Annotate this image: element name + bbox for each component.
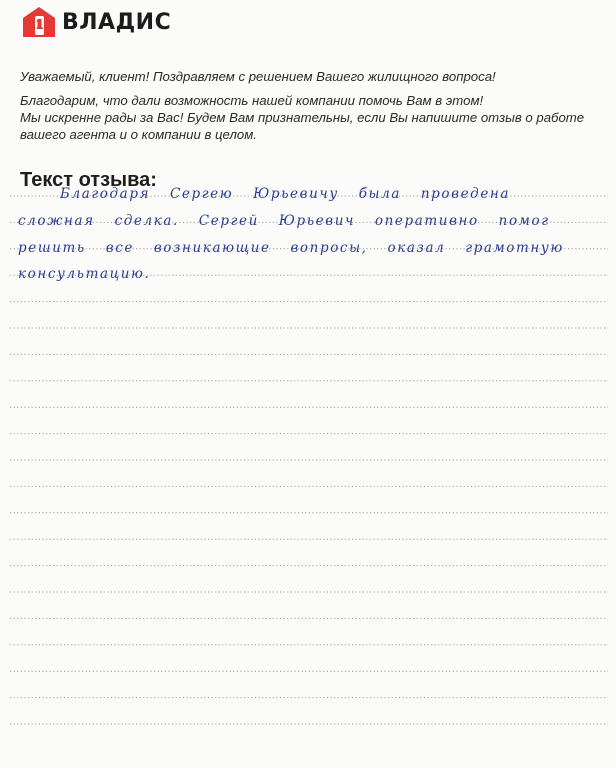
handwritten-line-4: консультацию. [18,266,151,282]
brand-name: ВЛАДИС [62,9,172,35]
handwritten-line-2: сложная сделка. Сергей Юрьевич оперативно помог [18,213,550,229]
thanks-line-3: вашего агента и о компании в целом. [20,127,257,142]
thanks-line-2: Мы искренне рады за Вас! Будем Вам признательны, если Вы напишите отзыв о работе [20,110,585,125]
review-title: Текст отзыва: [20,169,157,191]
thanks-line-1: Благодарим, что дали возможность нашей компании помочь Вам в этом! [20,93,484,108]
greeting-text: Уважаемый, клиент! Поздравляем с решением Вашего жилищного вопроса! [20,69,496,84]
handwritten-line-3: решить все возникающие вопросы, оказал грамотную [18,240,564,256]
svg-text:1: 1 [35,18,44,32]
handwritten-line-1: Благодаря Сергею Юрьевичу была проведена [60,186,511,202]
